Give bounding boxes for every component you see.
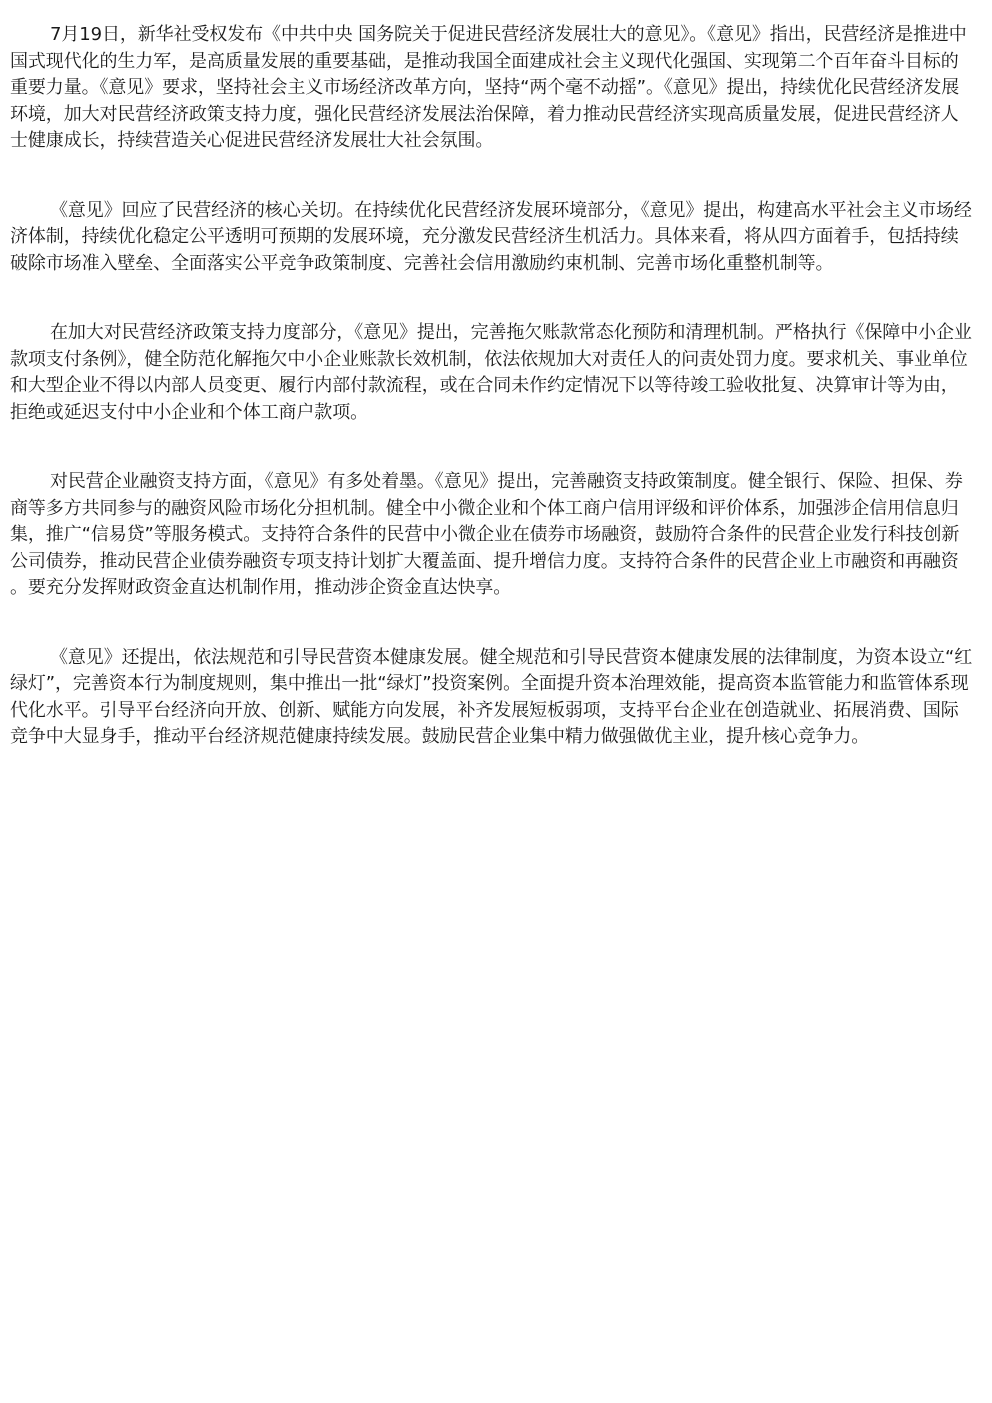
paragraph-policy-support: 在加大对民营经济政策支持力度部分，《意见》提出，完善拖欠账款常态化预防和清理机制。严格执行《保障中小企业款项支付条例》，健全防范化解拖欠中小企业账款长效机制，依法依规加大对责任人的问责处罚力度。要求机关、事业单位和大型企业不得以内部人员变更、履行内部付款流程，或在合同未作约定情况下以等待竣工验收批复、决算审计等为由，拒绝或延迟支付中小企业和个体工商户款项。 bbox=[10, 322, 972, 423]
article-body bbox=[10, 22, 975, 794]
paragraph-capital-regulation: 《意见》还提出，依法规范和引导民营资本健康发展。健全规范和引导民营资本健康发展的法律制度，为资本设立“红绿灯”，完善资本行为制度规则，集中推出一批“绿灯”投资案例。全面提升资本治理效能，提高资本监管能力和监管体系现代化水平。引导平台经济向开放、创新、赋能方向发展，补齐发展短板弱项，支持平台企业在创造就业、拓展消费、国际竞争中大显身手，推动平台经济规范健康持续发展。鼓励民营企业集中精力做强做优主业，提升核心竞争力。 bbox=[10, 646, 973, 747]
paragraph-financing-support: 对民营企业融资支持方面，《意见》有多处着墨。《意见》提出，完善融资支持政策制度。健全银行、保险、担保、券商等多方共同参与的融资风险市场化分担机制。健全中小微企业和个体工商户信用评级和评价体系，加强涉企信用信息归集，推广“信易贷”等服务模式。支持符合条件的民营中小微企业在债券市场融资，鼓励符合条件的民营企业发行科技创新公司债券，推动民营企业债券融资专项支持计划扩大覆盖面、提升增信力度。支持符合条件的民营企业上市融资和再融资。要充分发挥财政资金直达机制作用，推动涉企资金直达快享。 bbox=[10, 471, 963, 598]
paragraph-intro: 7月19日，新华社受权发布《中共中央 国务院关于促进民营经济发展壮大的意见》。《意见》指出，民营经济是推进中国式现代化的生力军，是高质量发展的重要基础，是推动我国全面建成社会主义现代化强国、实现第二个百年奋斗目标的重要力量。《意见》要求，坚持社会主义市场经济改革方向，坚持“两个毫不动摇”。《意见》提出，持续优化民营经济发展环境，加大对民营经济政策支持力度，强化民营经济发展法治保障，着力推动民营经济实现高质量发展，促进民营经济人士健康成长，持续营造关心促进民营经济发展壮大社会氛围。 bbox=[10, 24, 967, 151]
paragraph-business-environment: 《意见》回应了民营经济的核心关切。在持续优化民营经济发展环境部分，《意见》提出，构建高水平社会主义市场经济体制，持续优化稳定公平透明可预期的发展环境，充分激发民营经济生机活力。具体来看，将从四方面着手，包括持续破除市场准入壁垒、全面落实公平竞争政策制度、完善社会信用激励约束机制、完善市场化重整机制等。 bbox=[10, 199, 972, 274]
